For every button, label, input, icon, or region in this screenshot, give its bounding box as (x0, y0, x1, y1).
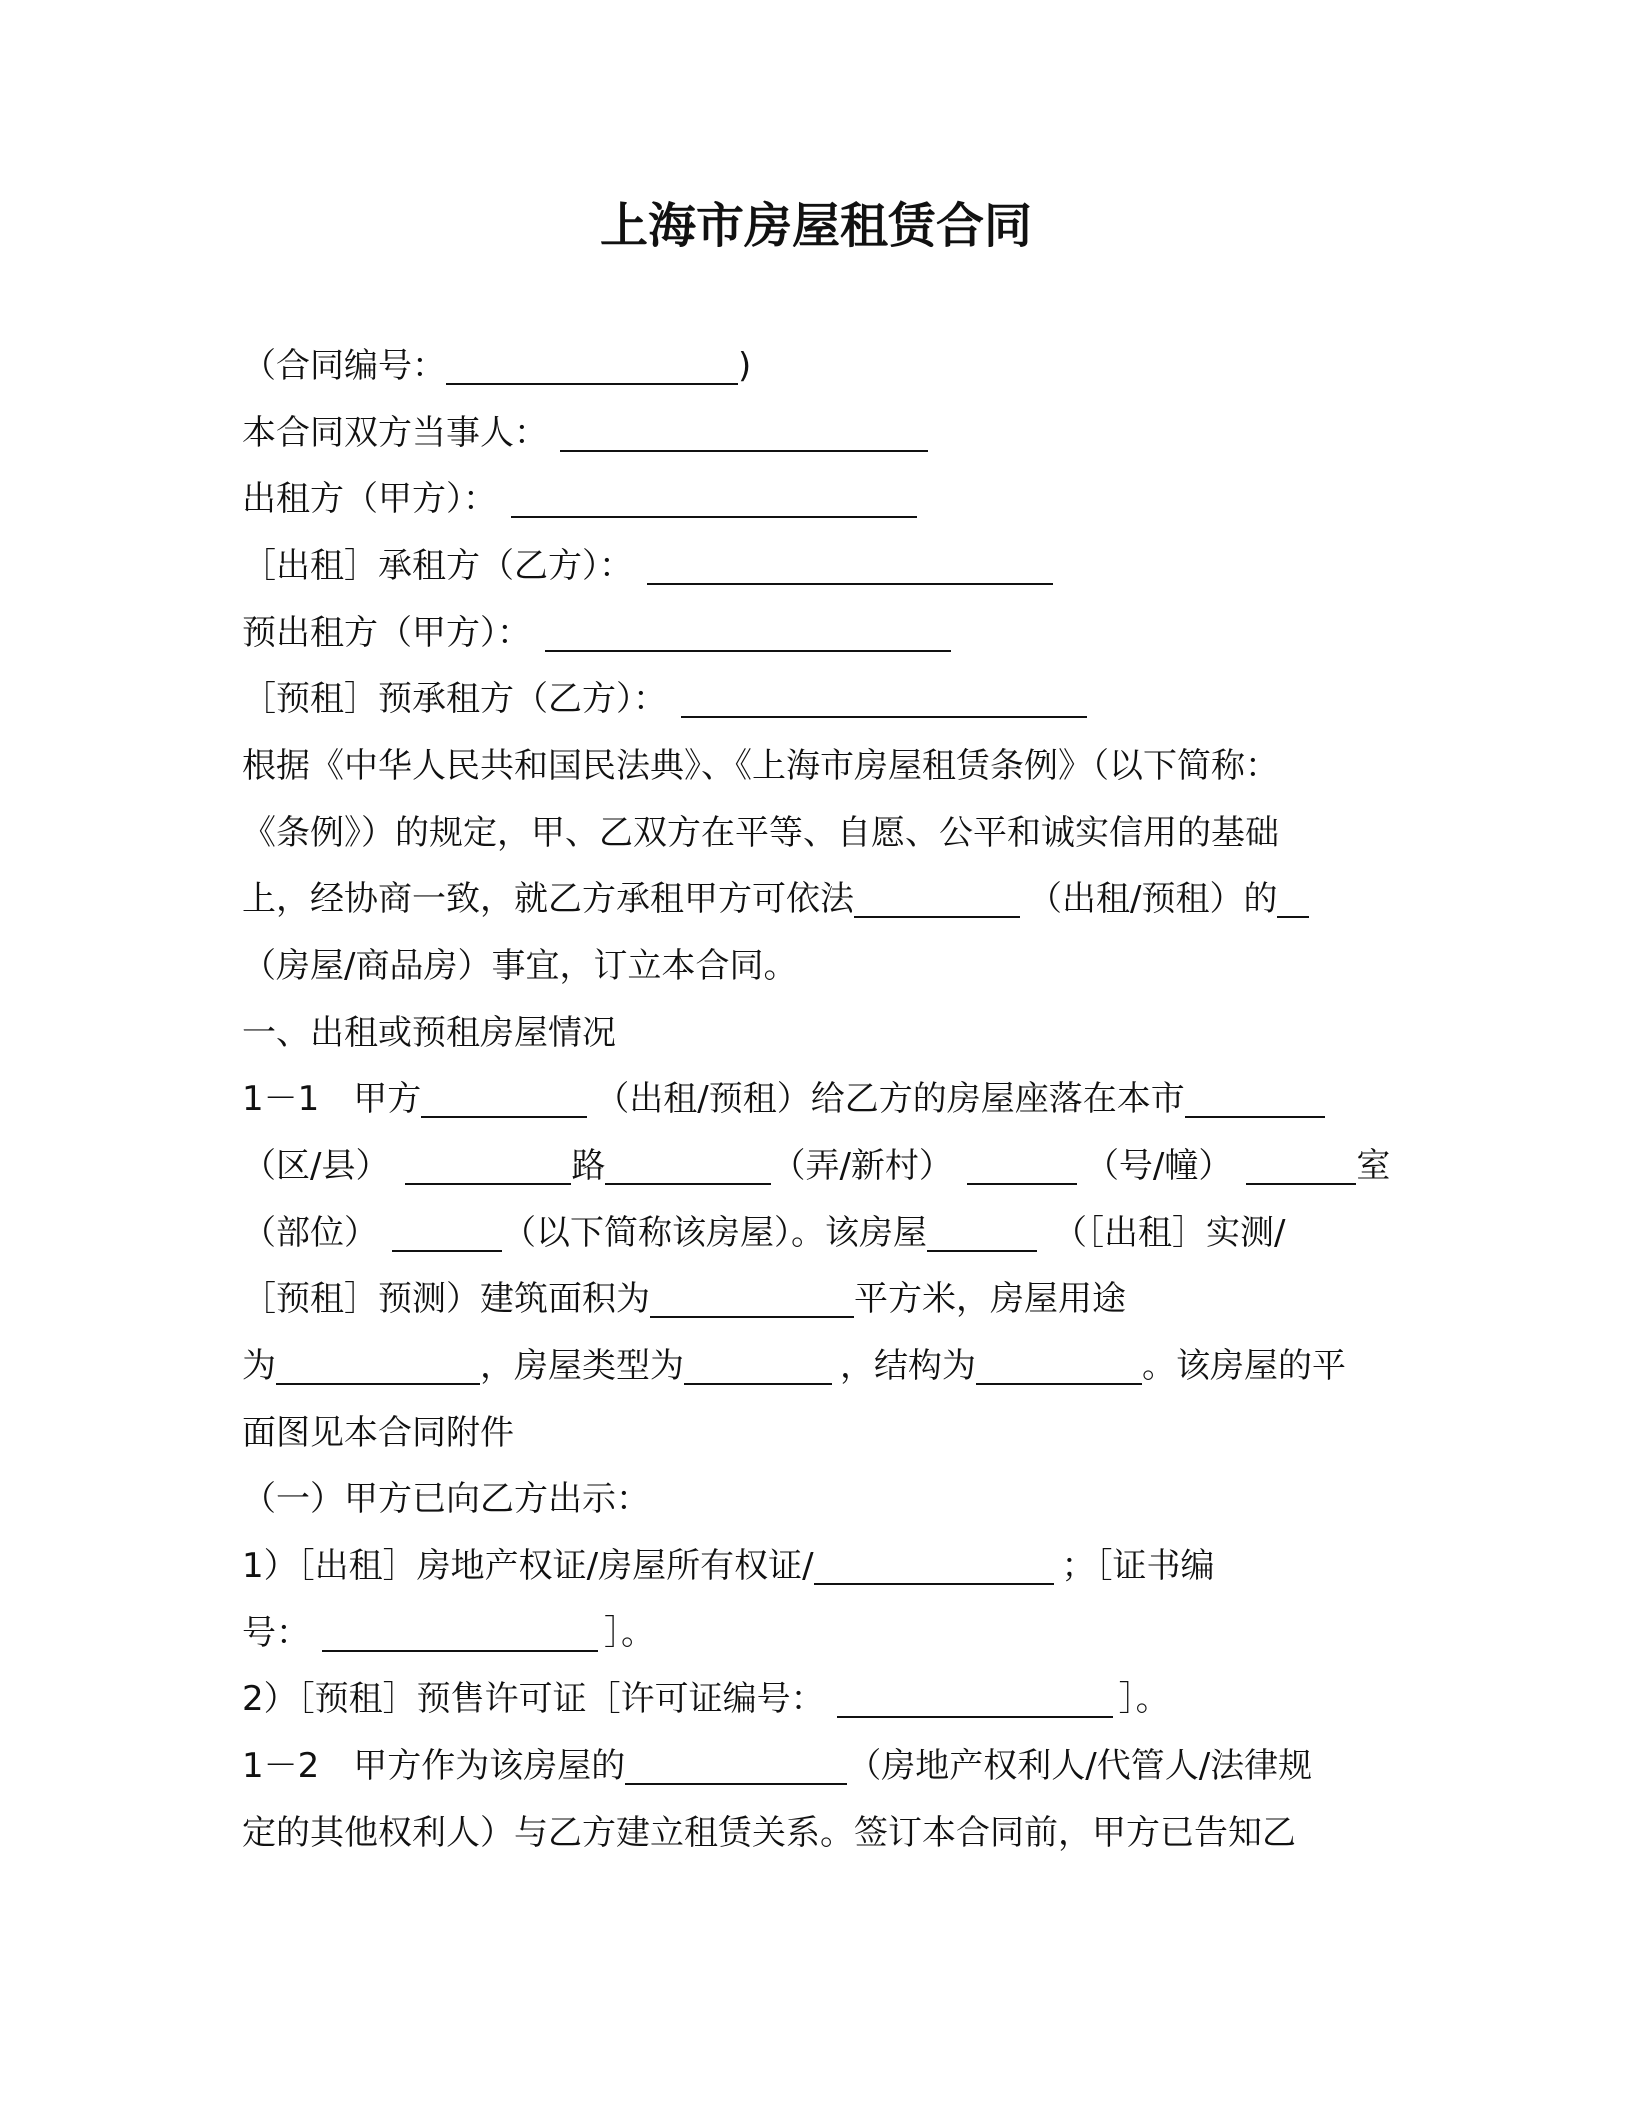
text-segment: ］。 (604, 1613, 655, 1653)
text-segment: 上，经协商一致，就乙方承租甲方可依法 (242, 879, 854, 919)
lessee-blank[interactable] (647, 547, 1053, 585)
area-blank[interactable] (650, 1280, 854, 1318)
document-title: 上海市房屋租赁合同 (599, 198, 1032, 254)
pre-lessee-line (242, 675, 1392, 723)
text-segment: （［出租］实测/ (1053, 1213, 1286, 1253)
pre-lessor-line (242, 609, 1392, 657)
text-segment: （号/幢） (1084, 1146, 1233, 1186)
clause-line (242, 1475, 1392, 1523)
text-segment: 号： (242, 1613, 310, 1653)
clause-line (242, 1342, 1392, 1390)
clause-line (242, 1209, 1392, 1257)
permit-number-blank[interactable] (837, 1680, 1113, 1718)
clause-line (242, 1142, 1392, 1190)
text-segment: 面图见本合同附件 (242, 1413, 514, 1453)
text-segment: ［预租］预承租方（乙方）： (242, 679, 667, 719)
text-segment: 本合同双方当事人： (242, 413, 548, 453)
text-segment: ，房屋类型为 (480, 1346, 684, 1386)
parties-line (242, 409, 1392, 457)
clause-line (242, 1809, 1392, 1857)
text-segment: ［出租］承租方（乙方）： (242, 546, 633, 586)
position-blank[interactable] (392, 1214, 502, 1252)
lessor-role-blank[interactable] (625, 1747, 847, 1785)
text-segment: 出租方（甲方）： (242, 479, 497, 519)
clause-line (242, 1742, 1392, 1790)
text-segment: （房地产权利人/代管人/法律规 (847, 1746, 1313, 1786)
pre-lessee-blank[interactable] (681, 680, 1087, 718)
text-segment: 《条例》）的规定，甲、乙双方在平等、自愿、公平和诚实信用的基础 (242, 813, 1279, 853)
usage-blank[interactable] (276, 1347, 480, 1385)
text-segment: 定的其他权利人）与乙方建立租赁关系。签订本合同前，甲方已告知乙 (242, 1813, 1296, 1853)
text-segment: （房屋/商品房）事宜，订立本合同。 (242, 946, 798, 986)
certificate-blank[interactable] (814, 1547, 1054, 1585)
property-type-blank[interactable] (1277, 880, 1309, 918)
text-segment: （区/县） (242, 1146, 390, 1186)
clause-line (242, 1675, 1392, 1723)
text-segment: ，结构为 (840, 1346, 976, 1386)
text-segment: 2）［预租］预售许可证［许可证编号： (242, 1679, 825, 1719)
structure-blank[interactable] (976, 1347, 1142, 1385)
clause-line (242, 1542, 1392, 1590)
lessee-line (242, 542, 1392, 590)
district-blank[interactable] (1185, 1080, 1325, 1118)
text-segment: ) (738, 346, 752, 386)
text-segment: （合同编号： (242, 346, 446, 386)
text-segment: 1－1 甲方 (242, 1079, 422, 1119)
text-segment: 一、出租或预租房屋情况 (242, 1013, 616, 1053)
certificate-number-blank[interactable] (322, 1614, 598, 1652)
text-segment: 根据《中华人民共和国民法典》、《上海市房屋租赁条例》（以下简称： (242, 746, 1279, 786)
lease-type-blank[interactable] (421, 1080, 587, 1118)
pre-lessor-blank[interactable] (545, 614, 951, 652)
text-segment: （一）甲方已向乙方出示： (242, 1479, 650, 1519)
measure-blank[interactable] (927, 1214, 1037, 1252)
text-segment: 室 (1356, 1146, 1391, 1186)
clause-line (242, 1609, 1392, 1657)
room-blank[interactable] (1246, 1147, 1356, 1185)
contract-number-blank[interactable] (446, 347, 738, 385)
clause-line (242, 1409, 1392, 1457)
text-segment: （出租/预租）给乙方的房屋座落在本市 (595, 1079, 1185, 1119)
text-segment: ［预租］预测）建筑面积为 (242, 1279, 650, 1319)
text-segment: （出租/预租）的 (1028, 879, 1278, 919)
text-segment: 为 (242, 1346, 276, 1386)
lane-blank[interactable] (605, 1147, 771, 1185)
paragraph-line (242, 942, 1392, 990)
number-blank[interactable] (967, 1147, 1077, 1185)
lessor-blank[interactable] (511, 480, 917, 518)
text-segment: （部位） (242, 1213, 378, 1253)
lessor-line (242, 475, 1392, 523)
text-segment: ；［证书编 (1061, 1546, 1215, 1586)
clause-line (242, 1275, 1392, 1323)
contract-number-line (242, 342, 1392, 390)
text-segment: ］。 (1118, 1679, 1170, 1719)
parties-blank[interactable] (560, 414, 928, 452)
text-segment: （弄/新村） (771, 1146, 953, 1186)
paragraph-line (242, 809, 1392, 857)
house-type-blank[interactable] (684, 1347, 832, 1385)
text-segment: （以下简称该房屋）。该房屋 (502, 1213, 927, 1253)
text-segment: 平方米，房屋用途 (854, 1279, 1126, 1319)
road-blank[interactable] (405, 1147, 571, 1185)
lease-type-blank[interactable] (854, 880, 1020, 918)
paragraph-line (242, 742, 1392, 790)
paragraph-line (242, 875, 1392, 923)
text-segment: 。该房屋的平 (1142, 1346, 1346, 1386)
section-heading (242, 1009, 1392, 1057)
text-segment: 路 (571, 1146, 606, 1186)
text-segment: 预出租方（甲方）： (242, 613, 531, 653)
text-segment: 1－2 甲方作为该房屋的 (242, 1746, 626, 1786)
text-segment: 1）［出租］房地产权证/房屋所有权证/ (242, 1546, 814, 1586)
clause-line (242, 1075, 1392, 1123)
